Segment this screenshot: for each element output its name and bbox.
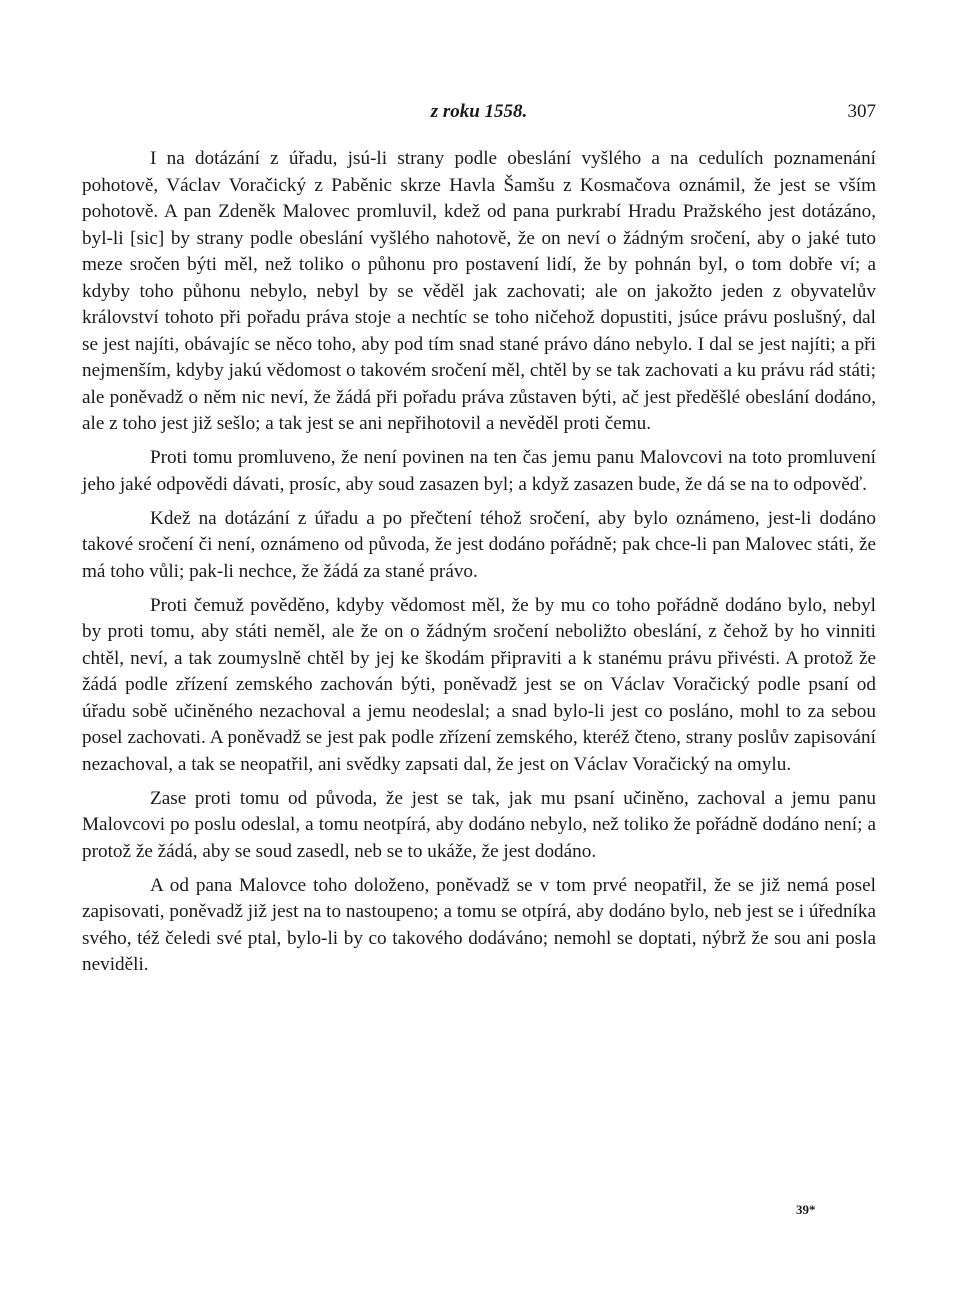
page-number: 307 — [847, 101, 876, 122]
paragraph-5: Zase proti tomu od původa, že jest se tak, jak mu psaní učiněno, zachoval a jemu panu Malovcovi po poslu odeslal, a tomu neotpírá, aby dodáno nebylo, než toliko že pořádně dodáno není; a protož že žádá, aby se soud zasedl, neb se to ukáže, že jest dodáno. — [82, 787, 876, 862]
paragraph-4: Proti čemuž pověděno, kdyby vědomost měl, že by mu co toho pořádně dodáno bylo, nebyl by proti tomu, aby státi neměl, ale že on o žádným sročení neboližto obeslání, z čehož by ho vinniti chtěl, neví, a tak zoumyslně chtěl by jej ke škodám připraviti a k stanému právu přivésti. A protož že žádá podle zřízení zemského zachován býti, poněvadž jest se on Václav Voračický podle psaní od úřadu sobě učiněného nezachoval a jemu neodeslal; a snad bylo-li jest co posláno, mohl to za sebou posel zachovati. A poněvadž se jest pak podle zřízení zemského, kteréž čteno, strany poslův zapisování nezachoval, a tak se neopatřil, ani svědky zapsati dal, že jest on Václav Voračický na omylu. — [82, 594, 876, 775]
running-header — [82, 101, 876, 129]
paragraph-2: Proti tomu promluveno, že není povinen na ten čas jemu panu Malovcovi na toto promluvení jeho jaké odpovědi dávati, prosíc, aby soud zasazen byl; a když zasazen bude, že dá se na to odpověď. — [82, 447, 876, 495]
paragraph-3: Kdež na dotázání z úřadu a po přečtení téhož sročení, aby bylo oznámeno, jest-li dodáno takové sročení či není, oznámeno od původa, že jest dodáno pořádně; pak chce-li pan Malovec státi, že má toho vůli; pak-li nechce, že žádá za stané právo. — [82, 507, 876, 582]
signature-mark: 39* — [796, 1202, 816, 1217]
body-text — [82, 146, 876, 986]
running-title: z roku 1558. — [430, 101, 528, 122]
paragraph-6: A od pana Malovce toho doloženo, poněvadž se v tom prvé neopatřil, že se již nemá posel zapisovati, poněvadž již jest na to nastoupeno; a tomu se otpírá, aby dodáno bylo, neb jest se i úředníka svého, též čeledi své ptal, bylo-li by co takového dodáváno; nemohl se doptati, nýbrž že sou ani posla neviděli. — [82, 874, 876, 975]
paragraph-1: I na dotázání z úřadu, jsú-li strany podle obeslání vyšlého a na cedulích poznamenání pohotově, Václav Voračický z Paběnic skrze Havla Šamšu z Kosmačova oznámil, že jest se vším pohotově. A pan Zdeněk Malovec promluvil, kdež od pana purkrabí Hradu Pražského jest dotázáno, byl-li [sic] by strany podle obeslání vyšlého nahotově, že on neví o žádným sročení, aby o jaké tuto meze sročen býti měl, než toliko o půhonu pro postavení lidí, že by pohnán byl, o tom dobře ví; a kdyby toho půhonu nebylo, nebyl by se věděl jak zachovati; ale on jakožto jeden z obyvatelův království tohoto při pořadu práva stoje a nechtíc se toho ničehož dopustiti, jsúce právu poslušný, dal se jest najíti, obávajíc se něco toho, aby pod tím snad stané právo dáno nebylo. I dal se jest najíti; a při nejmenším, kdyby jakú vědomost o takovém sročení měl, chtěl by se tak zachovati a ku právu rád státi; ale poněvadž o něm nic neví, že žádá při pořadu práva zůstaven býti, ač jest předěšlé obeslání dodáno, ale z toho jest již sešlo; a tak jest se ani nepřihotovil a nevěděl proti čemu. — [82, 148, 876, 434]
